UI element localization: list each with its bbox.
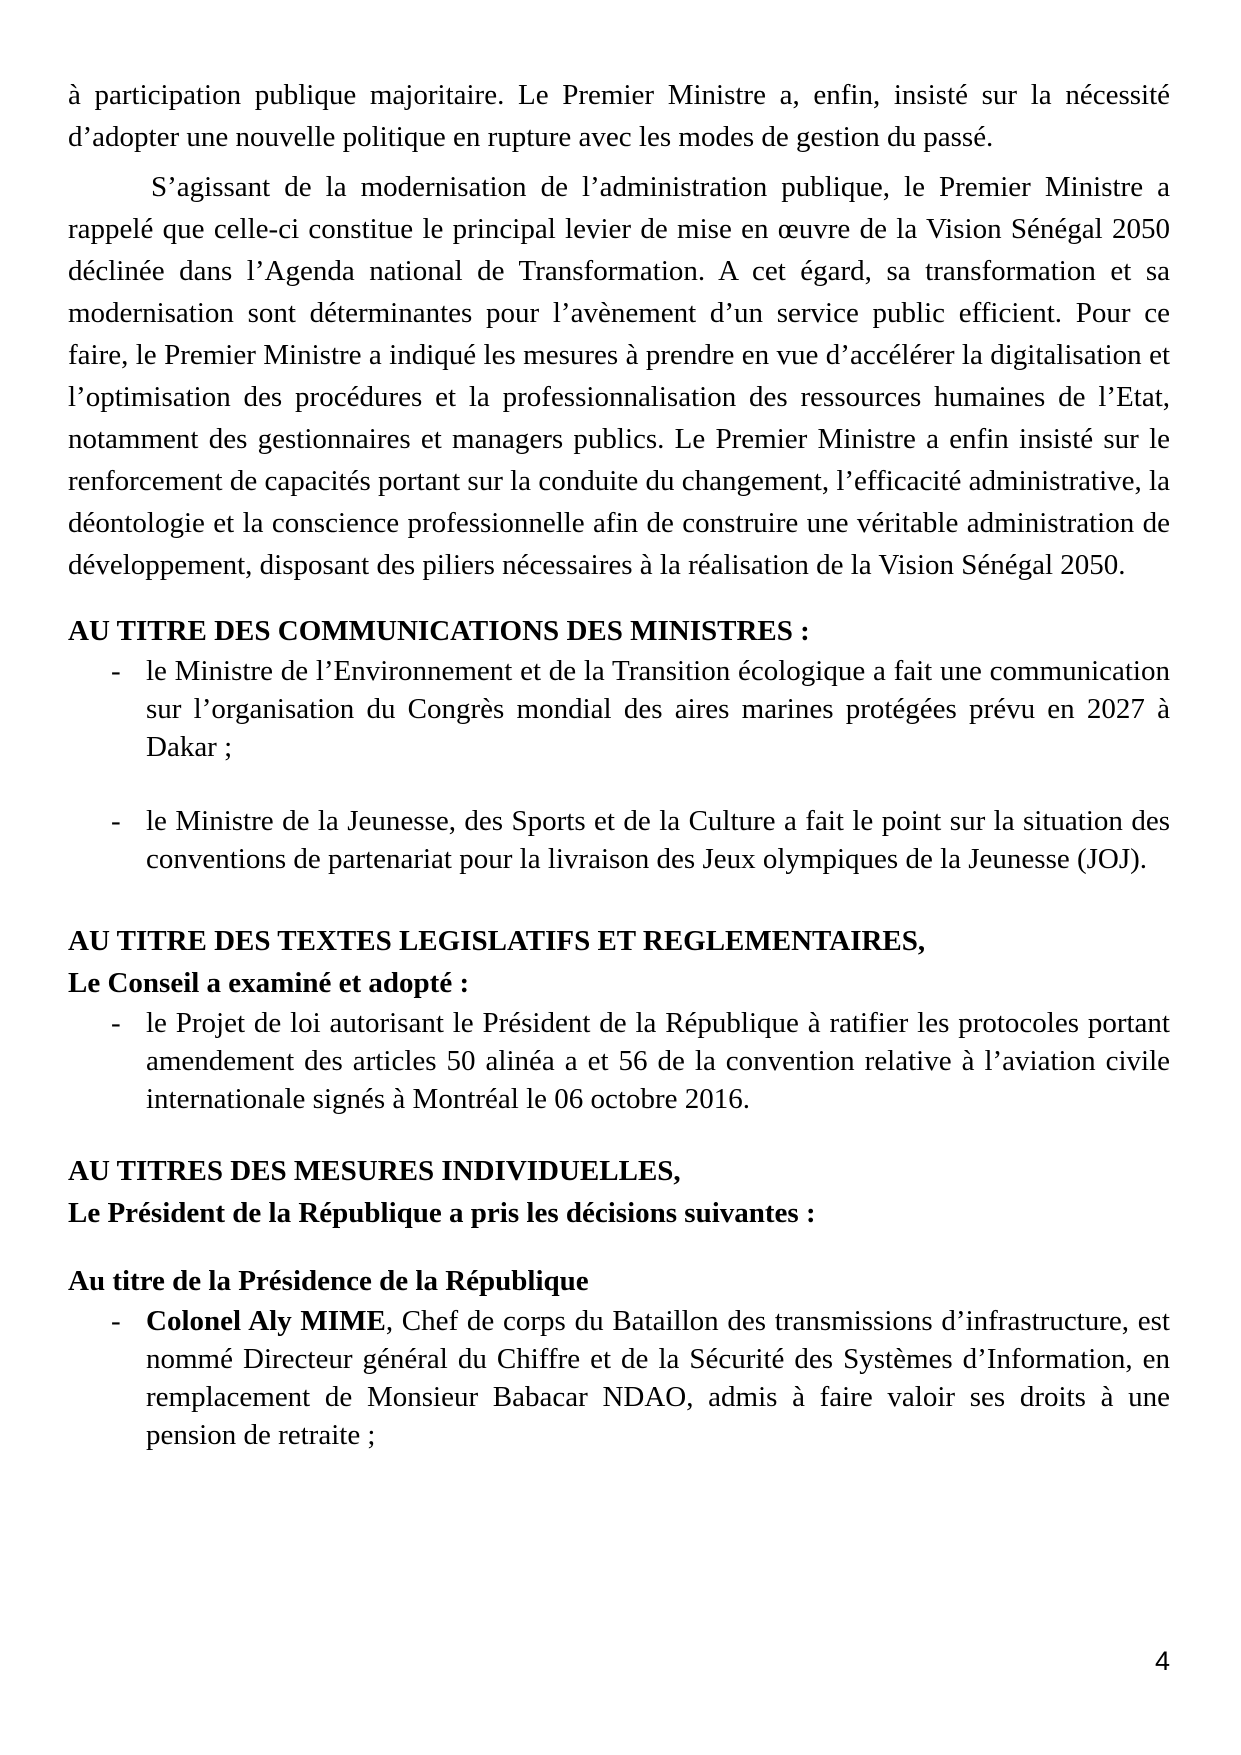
list-item-projet-de-loi (68, 1004, 1170, 1118)
heading-mesures-individuelles: AU TITRES DES MESURES INDIVIDUELLES, (68, 1155, 681, 1187)
person-name-colonel-mime: Colonel Aly MIME (146, 1305, 386, 1337)
paragraph-participation-publique: à participation publique majoritaire. Le Premier Ministre a, enfin, insisté sur la nécessité d’adopter une nouvelle politique en rupture avec les modes de gestion du passé. (68, 79, 1170, 153)
page-number: 4 (1154, 1646, 1170, 1676)
communications-list (68, 652, 1170, 878)
heading-block-mesures-individuelles (68, 1150, 1170, 1234)
paragraph-modernisation-administration: S’agissant de la modernisation de l’administration publique, le Premier Ministre a rappelé que celle-ci constitue le principal levier de mise en œuvre de la Vision Sénégal 2050 déclinée dans l’Agenda national de Transformation. A cet égard, sa transformation et sa modernisation sont déterminantes pour l’avènement d’un service public efficient. Pour ce faire, le Premier Ministre a indiqué les mesures à prendre en vue d’accélérer la digitalisation et l’optimisation des procédures et la professionnalisation des ressources humaines de l’Etat, notamment des gestionnaires et managers publics. Le Premier Ministre a enfin insisté sur le renforcement de capacités portant sur la conduite du changement, l’efficacité administrative, la déontologie et la conscience professionnelle afin de construire une véritable administration de développement, disposant des piliers nécessaires à la réalisation de la Vision Sénégal 2050. (68, 171, 1170, 581)
heading-communications-ministres: AU TITRE DES COMMUNICATIONS DES MINISTRES : (68, 615, 810, 647)
mesures-list (68, 1302, 1170, 1454)
list-item-text: le Ministre de l’Environnement et de la Transition écologique a fait une communication sur l’organisation du Congrès mondial des aires marines protégées prévu en 2027 à Dakar ; (146, 655, 1170, 763)
dash-marker: - (111, 1007, 121, 1039)
list-item-colonel-mime (68, 1302, 1170, 1454)
list-item-text (146, 1305, 1170, 1451)
list-item-text: le Ministre de la Jeunesse, des Sports et de la Culture a fait le point sur la situation des conventions de partenariat pour la livraison des Jeux olympiques de la Jeunesse (JOJ). (146, 805, 1170, 875)
list-item-text: le Projet de loi autorisant le Président de la République à ratifier les protocoles portant amendement des articles 50 alinéa a et 56 de la convention relative à l’aviation civile internationale signés à Montréal le 06 octobre 2016. (146, 1007, 1170, 1115)
textes-list (68, 1004, 1170, 1118)
list-item-text-rest: , Chef de corps du Bataillon des transmissions d’infrastructure, est nommé Directeur général du Chiffre et de la Sécurité des Systèmes d’Information, en remplacement de Monsieur Babacar NDAO, admis à faire valoir ses droits à une pension de retraite ; (146, 1305, 1170, 1451)
heading-textes-legislatifs: AU TITRE DES TEXTES LEGISLATIFS ET REGLEMENTAIRES, (68, 925, 926, 957)
heading-block-textes-legislatifs (68, 920, 1170, 1004)
heading-decisions-suivantes: Le Président de la République a pris les décisions suivantes : (68, 1197, 816, 1229)
list-item-environnement (68, 652, 1170, 766)
dash-marker: - (111, 805, 121, 837)
dash-marker: - (111, 1305, 121, 1337)
subheading-presidence-republique: Au titre de la Présidence de la République (68, 1265, 589, 1297)
dash-marker: - (111, 655, 121, 687)
heading-conseil-examine-adopte: Le Conseil a examiné et adopté : (68, 967, 470, 999)
list-item-jeunesse-sports (68, 802, 1170, 878)
